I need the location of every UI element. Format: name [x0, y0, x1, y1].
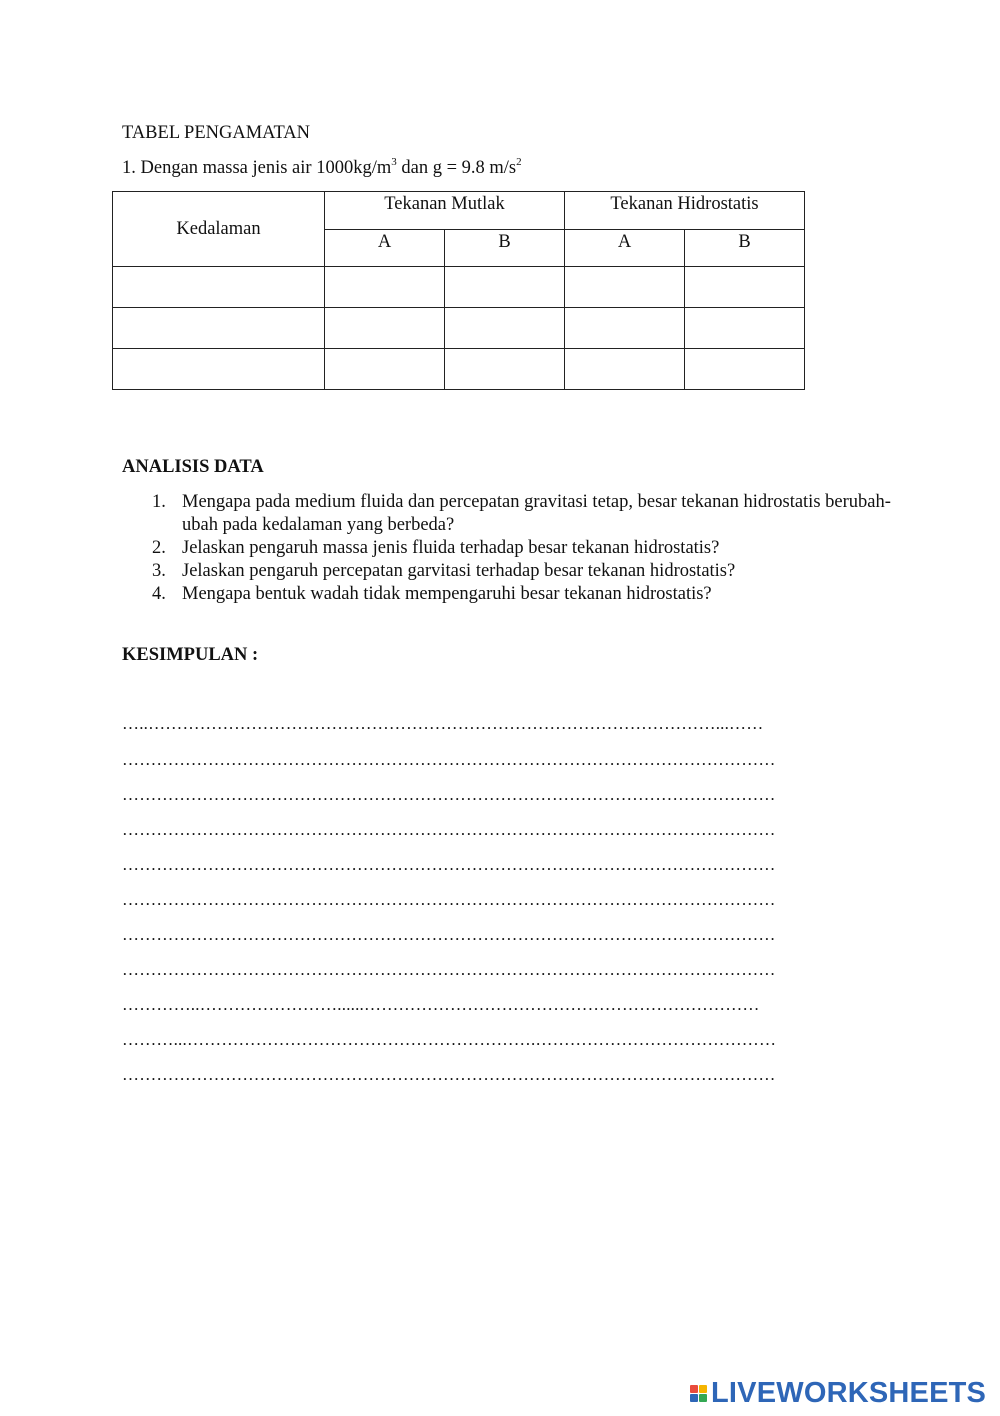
- table-cell[interactable]: [445, 308, 565, 349]
- liveworksheets-wordmark: LIVEWORKSHEETS: [711, 1376, 987, 1409]
- logo-square-icon: [690, 1385, 698, 1393]
- table-row: [113, 308, 805, 349]
- answer-line[interactable]: …………..……………………......……………………………………………………………: [122, 995, 760, 1014]
- question-text: Jelaskan pengaruh percepatan garvitasi terhadap besar tekanan hidrostatis?: [182, 561, 736, 581]
- table-cell[interactable]: [685, 349, 805, 390]
- question-number: 3.: [152, 561, 166, 581]
- section-title: TABEL PENGAMATAN: [122, 123, 311, 143]
- table-cell[interactable]: [685, 267, 805, 308]
- subheader-hidrostatis-b: B: [685, 230, 805, 267]
- table-row: [113, 349, 805, 390]
- answer-line[interactable]: ………...…………………………………………………….……………………………………: [122, 1030, 777, 1049]
- intro-sup-2: 2: [516, 156, 522, 168]
- table-cell[interactable]: [445, 267, 565, 308]
- header-tekanan-mutlak: Tekanan Mutlak: [325, 192, 565, 230]
- table-cell[interactable]: [113, 349, 325, 390]
- answer-line[interactable]: ……………………………………………………………………………………………………: [122, 890, 776, 909]
- analisis-questions: [122, 491, 892, 606]
- list-item: [122, 560, 892, 583]
- table-cell[interactable]: [565, 267, 685, 308]
- table-row: [113, 267, 805, 308]
- logo-square-icon: [690, 1394, 698, 1402]
- intro-prefix: 1. Dengan massa jenis air 1000kg/m: [122, 158, 392, 178]
- intro-middle: dan g = 9.8 m/s: [396, 158, 517, 178]
- intro-sup-1: 3: [391, 156, 397, 168]
- subheader-mutlak-b: B: [445, 230, 565, 267]
- liveworksheets-logo: [690, 1376, 986, 1410]
- answer-line[interactable]: ……………………………………………………………………………………………………: [122, 750, 776, 769]
- intro-line: [122, 157, 522, 179]
- answer-line[interactable]: ……………………………………………………………………………………………………: [122, 960, 776, 979]
- table-cell[interactable]: [565, 349, 685, 390]
- table-cell[interactable]: [565, 308, 685, 349]
- table-cell[interactable]: [113, 267, 325, 308]
- question-text: Jelaskan pengaruh massa jenis fluida terhadap besar tekanan hidrostatis?: [182, 538, 720, 558]
- header-tekanan-hidrostatis: Tekanan Hidrostatis: [565, 192, 805, 230]
- question-number: 1.: [152, 492, 166, 512]
- list-item: [122, 491, 892, 537]
- answer-line[interactable]: ……………………………………………………………………………………………………: [122, 855, 776, 874]
- answer-line[interactable]: ……………………………………………………………………………………………………: [122, 925, 776, 944]
- question-text: Mengapa bentuk wadah tidak mempengaruhi besar tekanan hidrostatis?: [182, 584, 712, 604]
- answer-line[interactable]: ……………………………………………………………………………………………………: [122, 785, 776, 804]
- kesimpulan-title: KESIMPULAN :: [122, 645, 259, 665]
- table-cell[interactable]: [113, 308, 325, 349]
- question-number: 4.: [152, 584, 166, 604]
- question-text: Mengapa pada medium fluida dan percepatan gravitasi tetap, besar tekanan hidrostatis berubah-ubah pada kedalaman yang berbeda?: [182, 492, 891, 535]
- answer-line[interactable]: …..………………………………………………………………………………………...……: [122, 714, 764, 733]
- logo-square-icon: [699, 1394, 707, 1402]
- logo-square-icon: [699, 1385, 707, 1393]
- observation-table: [112, 191, 805, 390]
- subheader-hidrostatis-a: A: [565, 230, 685, 267]
- answer-line[interactable]: ……………………………………………………………………………………………………: [122, 820, 776, 839]
- table-cell[interactable]: [325, 349, 445, 390]
- liveworksheets-icon: [690, 1385, 707, 1402]
- table-cell[interactable]: [445, 349, 565, 390]
- header-kedalaman: Kedalaman: [113, 192, 325, 267]
- answer-line[interactable]: ……………………………………………………………………………………………………: [122, 1065, 776, 1084]
- analisis-title: ANALISIS DATA: [122, 457, 264, 477]
- list-item: [122, 583, 892, 606]
- table-cell[interactable]: [685, 308, 805, 349]
- subheader-mutlak-a: A: [325, 230, 445, 267]
- table-cell[interactable]: [325, 267, 445, 308]
- question-number: 2.: [152, 538, 166, 558]
- list-item: [122, 537, 892, 560]
- table-cell[interactable]: [325, 308, 445, 349]
